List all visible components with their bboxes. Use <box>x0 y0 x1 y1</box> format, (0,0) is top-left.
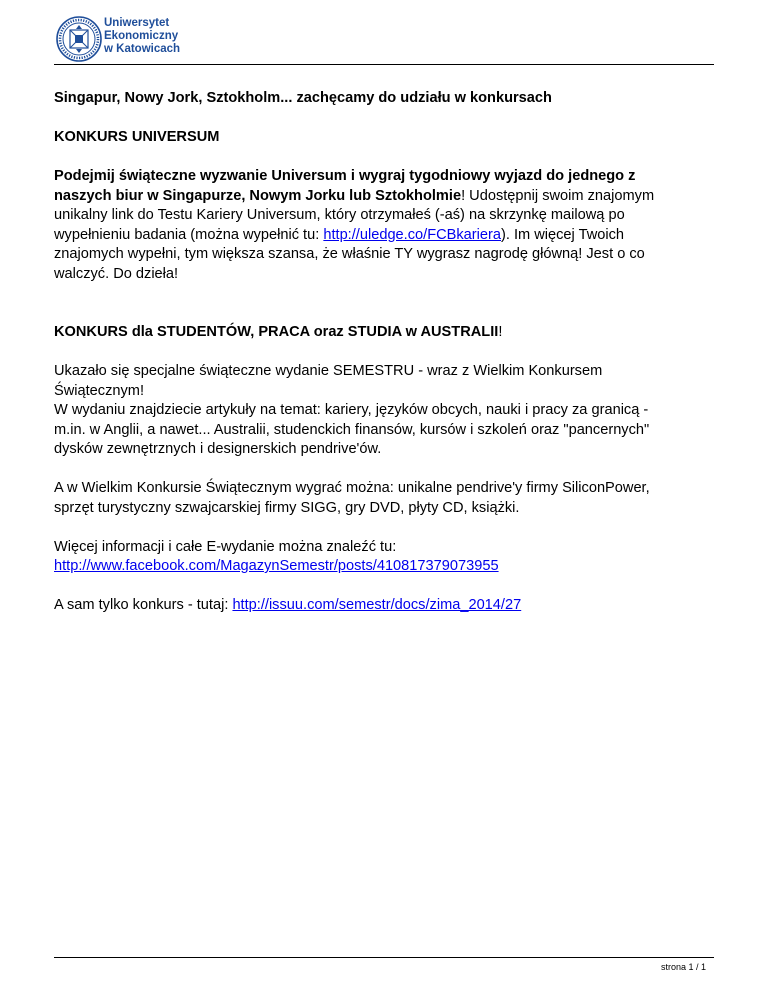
university-logo-text <box>104 17 180 56</box>
section1-bold-lead: Podejmij świąteczne wyzwanie Universum i wygraj tygodniowy wyjazd do jednego z naszych biur w Singapurze, Nowym Jorku lub Sztokholmie <box>54 168 636 204</box>
contest-text: A sam tylko konkurs - tutaj: <box>54 597 233 613</box>
section2-heading-suffix: ! <box>498 324 503 340</box>
section2-paragraph1-line2: W wydaniu znajdziecie artykuły na temat: kariery, języków obcych, nauki i pracy za granicą - m.in. w Anglii, a nawet... Australii, studenckich finansów, kursów i szkoleń oraz "pancernych" dysków zewnętrznych i designerskich pendrive'ów. <box>54 402 650 457</box>
logo-line-3: w Katowicach <box>104 43 181 55</box>
section2-paragraph2: A w Wielkim Konkursie Świątecznym wygrać można: unikalne pendrive'y firmy SiliconPower, sprzęt turystyczny szwajcarskiej firmy SIGG, gry DVD, płyty CD, książki. <box>54 480 650 516</box>
section2-paragraph3: Więcej informacji i całe E-wydanie można znaleźć tu: <box>54 538 397 555</box>
section1-text: ! Udostępnij swoim znajomym unikalny link do Testu Kariery Universum, który otrzymałeś (-aś) na skrzynkę mailową po wypełnieniu badania (można wypełnić tu: <box>54 187 655 243</box>
issuu-link[interactable]: http://issuu.com/semestr/docs/zima_2014/27 <box>232 597 522 613</box>
universum-link[interactable]: http://uledge.co/FCBkariera <box>323 226 501 243</box>
university-seal-icon <box>56 16 102 62</box>
facebook-link[interactable]: http://www.facebook.com/MagazynSemestr/posts/410817379073955 <box>54 558 499 574</box>
logo-line-1: Uniwersytet <box>104 17 170 29</box>
section2-paragraph1-line1: Ukazało się specjalne świąteczne wydanie SEMESTRU - wraz z Wielkim Konkursem Świątecznym! <box>54 363 603 399</box>
section2-paragraph4 <box>54 596 674 616</box>
page-number: strona 1 / 1 <box>660 962 706 972</box>
section1-text-end: ). Im więcej Twoich znajomych wypełni, tym większa szansa, że właśnie TY wygrasz nagrodę główną! Jest o co walczyć. Do dzieła! <box>54 226 645 282</box>
section1-paragraph <box>54 167 674 284</box>
section2-heading: KONKURS dla STUDENTÓW, PRACA oraz STUDIA w AUSTRALII <box>54 324 499 340</box>
section1-heading: KONKURS UNIVERSUM <box>54 129 220 145</box>
section2-heading-line <box>54 323 674 343</box>
footer-divider <box>54 957 714 958</box>
logo-line-2: Ekonomiczny <box>104 30 179 42</box>
page-header <box>54 14 714 64</box>
page-title: Singapur, Nowy Jork, Sztokholm... zachęcamy do udziału w konkursach <box>54 90 552 106</box>
article-body <box>54 89 674 616</box>
header-divider <box>54 64 714 65</box>
